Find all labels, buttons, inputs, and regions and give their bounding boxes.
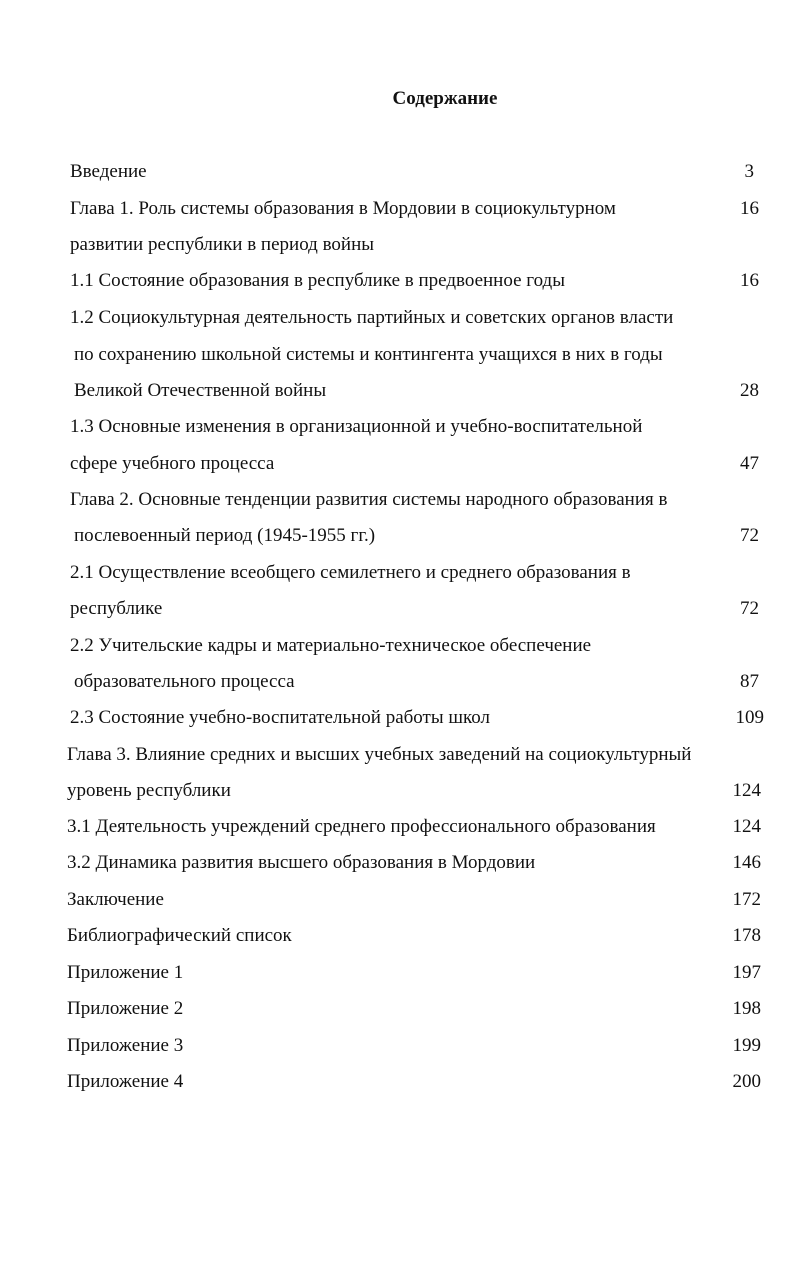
toc-entry-text-line-2: республике — [70, 598, 163, 619]
toc-entry-text-line-1: Глава 3. Влияние средних и высших учебных заведений на социокультурный — [67, 744, 692, 765]
toc-entry-text: Приложение 1 — [67, 962, 184, 983]
toc-page-number: 200 — [732, 1071, 761, 1092]
toc-entry-text: 2.3 Состояние учебно-воспитательной работы школ — [70, 707, 491, 728]
toc-page-number: 199 — [732, 1035, 761, 1056]
toc-page-number: 72 — [740, 525, 759, 546]
toc-entry-text: Приложение 2 — [67, 998, 184, 1019]
toc-entry-text-line-1: 2.1 Осуществление всеобщего семилетнего и среднего образования в — [70, 562, 631, 583]
toc-entry-text: Приложение 4 — [67, 1071, 184, 1092]
toc-page-number: 28 — [740, 380, 759, 401]
toc-entry-text: Заключение — [67, 889, 164, 910]
toc-entry-text: 3.1 Деятельность учреждений среднего профессионального образования — [67, 816, 656, 837]
toc-page-number: 124 — [732, 816, 761, 837]
page-title: Содержание — [392, 88, 498, 109]
toc-page-number: 16 — [740, 270, 759, 291]
toc-entry-text-line-1: 2.2 Учительские кадры и материально-техническое обеспечение — [70, 635, 592, 656]
toc-entry-text-line-1: Глава 1. Роль системы образования в Мордовии в социокультурном — [70, 198, 616, 219]
toc-page-number: 3 — [744, 161, 754, 182]
toc-entry-text: Введение — [70, 161, 147, 182]
toc-page-number: 146 — [732, 852, 761, 873]
toc-entry-text: Приложение 3 — [67, 1035, 184, 1056]
toc-page-number: 47 — [740, 453, 759, 474]
toc-entry-text-line-2: развитии республики в период войны — [70, 234, 375, 255]
toc-entry-text-line-2: послевоенный период (1945-1955 гг.) — [74, 525, 376, 546]
toc-entry-text-line-1: 1.2 Социокультурная деятельность партийных и советских органов власти — [70, 307, 674, 328]
toc-page-number: 124 — [732, 780, 761, 801]
toc-entry-text-line-2: уровень республики — [67, 780, 231, 801]
toc-entry-text-line-2: сфере учебного процесса — [70, 453, 275, 474]
toc-page-number: 198 — [732, 998, 761, 1019]
toc-entry-text-line-3: Великой Отечественной войны — [74, 380, 327, 401]
toc-entry-text-line-1: 1.3 Основные изменения в организационной и учебно-воспитательной — [70, 416, 643, 437]
toc-entry-text: 1.1 Состояние образования в республике в предвоенное годы — [70, 270, 565, 291]
toc-entry-text: 3.2 Динамика развития высшего образования в Мордовии — [67, 852, 536, 873]
toc-entry-text-line-2: образовательного процесса — [74, 671, 295, 692]
toc-entry-text-line-2: по сохранению школьной системы и контингента учащихся в них в годы — [74, 344, 663, 365]
toc-page-number: 172 — [732, 889, 761, 910]
toc-page-number: 72 — [740, 598, 759, 619]
toc-page-number: 87 — [740, 671, 759, 692]
toc-entry-text: Библиографический список — [67, 925, 292, 946]
toc-page-number: 178 — [732, 925, 761, 946]
toc-page-number: 109 — [735, 707, 764, 728]
toc-page-number: 16 — [740, 198, 759, 219]
toc-page-number: 197 — [732, 962, 761, 983]
toc-entry-text-line-1: Глава 2. Основные тенденции развития системы народного образования в — [70, 489, 668, 510]
